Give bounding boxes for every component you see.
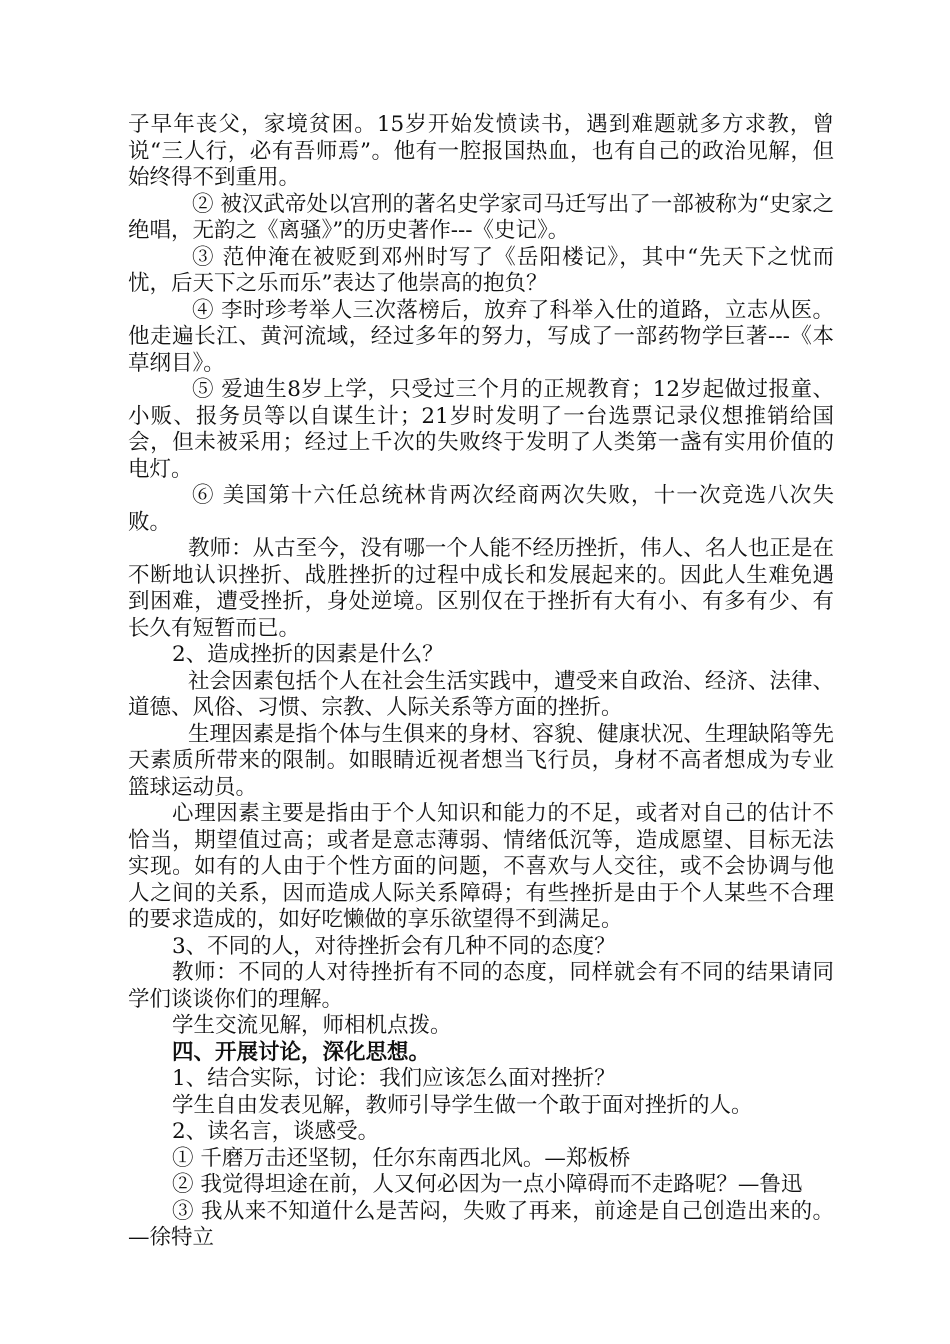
- question-3: 3、不同的人，对待挫折会有几种不同的态度？: [172, 933, 616, 959]
- paragraph-physical-factors: 生理因素是指个体与生俱来的身材、容貌、健康状况、生理缺陷等先天素质所带来的限制。如眼睛近视者想当飞行员，身材不高者想成为专业篮球运动员。: [128, 721, 834, 800]
- paragraph-example-3: ③ 范仲淹在被贬到邓州时写了《岳阳楼记》，其中“先天下之忧而忧，后天下之乐而乐”表达了他崇高的抱负？: [128, 244, 834, 296]
- question-2: 2、造成挫折的因素是什么？: [172, 642, 444, 667]
- paragraph-example-4: ④ 李时珍考举人三次落榜后，放弃了科举入仕的道路，立志从医。他走遍长江、黄河流域，经过多年的努力，写成了一部药物学巨著---《本草纲目》。: [128, 297, 834, 376]
- paragraph-student-expression: 学生自由发表见解，教师引导学生做一个敢于面对挫折的人。: [172, 1092, 753, 1118]
- discussion-item-2: 2、读名言，谈感受。: [172, 1119, 380, 1144]
- paragraph-example-6: ⑥ 美国第十六任总统林肯两次经商两次失败，十一次竞选八次失败。: [128, 483, 834, 535]
- quote-1: ① 千磨万击还坚韧，任尔东南西北风。—郑板桥: [172, 1145, 631, 1171]
- paragraph-psychological-factors: 心理因素主要是指由于个人知识和能力的不足，或者对自己的估计不恰当，期望值过高；或者是意志薄弱、情绪低沉等，造成愿望、目标无法实现。如有的人由于个性方面的问题，不喜欢与人交往，或不会协调与他人之间的关系，因而造成人际关系障碍；有些挫折是由于个人某些不合理的要求造成的，如好吃懒做的享乐欲望得不到满足。: [128, 801, 834, 932]
- quote-2: ② 我觉得坦途在前，人又何必因为一点小障碍而不走路呢？—鲁迅: [172, 1172, 803, 1197]
- quote-3: ③ 我从来不知道什么是苦闷，失败了再来，前途是自己创造出来的。—徐特立: [128, 1198, 834, 1250]
- paragraph-teacher-attitudes: 教师：不同的人对待挫折有不同的态度，同样就会有不同的结果请同学们谈谈你们的理解。: [128, 960, 834, 1012]
- paragraph-example-5: ⑤ 爱迪生8岁上学，只受过三个月的正规教育；12岁起做过报童、小贩、报务员等以自谋生计；21岁时发明了一台选票记录仪想推销给国会，但未被采用；经过上千次的失败终于发明了人类第一盏有实用价值的电灯。: [128, 377, 834, 482]
- paragraph-social-factors: 社会因素包括个人在社会生活实践中，遭受来自政治、经济、法律、道德、风俗、习惯、宗教、人际关系等方面的挫折。: [128, 668, 834, 720]
- paragraph-teacher-summary: 教师：从古至今，没有哪一个人能不经历挫折，伟人、名人也正是在不断地认识挫折、战胜挫折的过程中成长和发展起来的。因此人生难免遇到困难，遭受挫折，身处逆境。区别仅在于挫折有大有小、有多有少、有长久有短暂而已。: [128, 536, 834, 641]
- section-heading-4: 四、开展讨论，深化思想。: [172, 1039, 431, 1065]
- discussion-item-1: 1、结合实际，讨论：我们应该怎么面对挫折？: [172, 1066, 616, 1091]
- paragraph-confucius-continued: 子早年丧父，家境贫困。15岁开始发愤读书，遇到难题就多方求教，曾说“三人行，必有吾师焉”。他有一腔报国热血，也有自己的政治见解，但始终得不到重用。: [128, 112, 834, 190]
- document-page: [128, 112, 834, 1252]
- paragraph-student-exchange: 学生交流见解，师相机点拨。: [172, 1013, 452, 1038]
- paragraph-example-2: ② 被汉武帝处以宫刑的著名史学家司马迁写出了一部被称为“史家之绝唱，无韵之《离骚》”的历史著作---《史记》。: [128, 191, 834, 243]
